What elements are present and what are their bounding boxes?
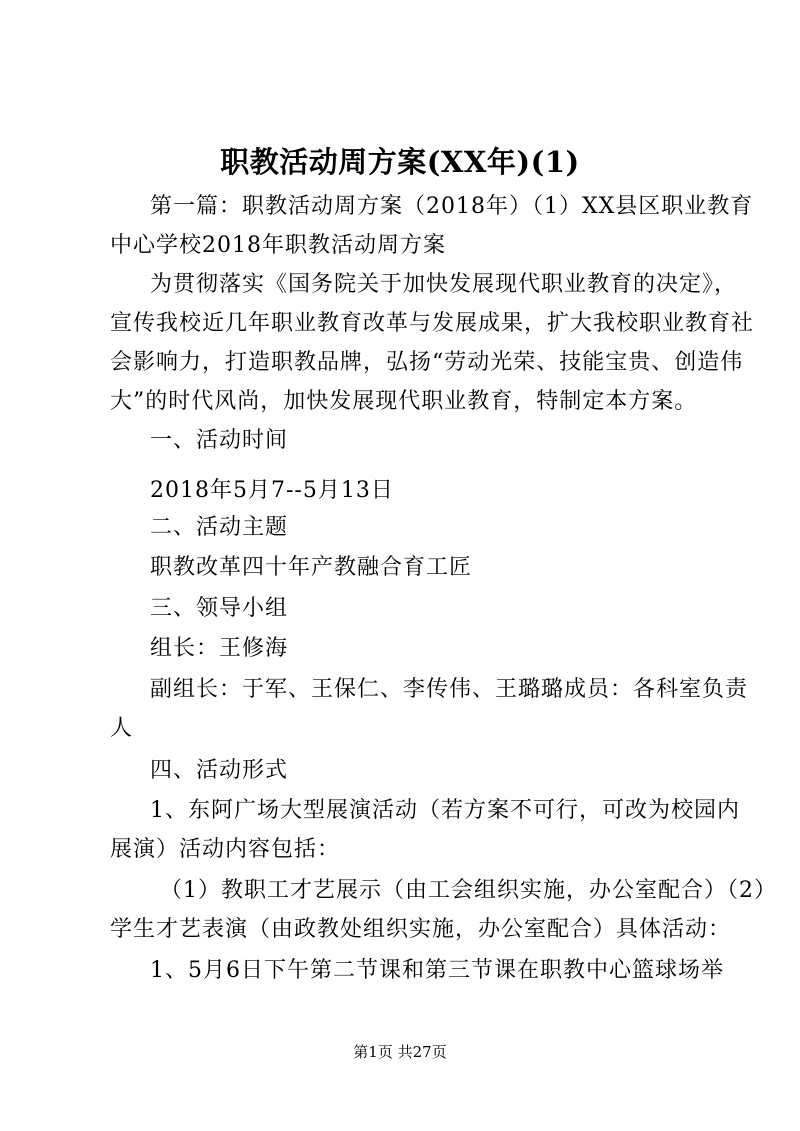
section-heading: 四、活动形式 [150, 758, 289, 783]
paragraph-line: 宣传我校近几年职业教育改革与发展成果，扩大我校职业教育社 [110, 311, 755, 336]
paragraph-line: 大”的时代风尚，加快发展现代职业教育，特制定本方案。 [110, 389, 698, 414]
paragraph-line: 会影响力，打造职教品牌，弘扬“劳动光荣、技能宝贵、创造伟 [110, 350, 744, 375]
paragraph-line: 1、5月6日下午第二节课和第三节课在职教中心篮球场举 [150, 958, 724, 983]
paragraph-line: 展演）活动内容包括： [110, 837, 341, 862]
section-heading: 一、活动时间 [150, 428, 289, 453]
paragraph-line: 组长：王修海 [150, 636, 289, 661]
paragraph-line: 职教改革四十年产教融合育工匠 [150, 555, 473, 580]
paragraph-line: 1、东阿广场大型展演活动（若方案不可行，可改为校园内 [150, 798, 740, 823]
page-number-footer: 第1页 共27页 [353, 1043, 447, 1061]
paragraph-line: 第一篇：职教活动周方案（2018年）（1）XX县区职业教育 [150, 194, 754, 219]
paragraph-line: 副组长：于军、王保仁、李传伟、王璐璐成员：各科室负责 [150, 677, 749, 702]
paragraph-line: 2018年5月7--5月13日 [150, 478, 394, 503]
paragraph-line: 学生才艺表演（由政教处组织实施，办公室配合）具体活动： [110, 917, 732, 942]
paragraph-line: 人 [110, 716, 134, 741]
document-title: 职教活动周方案(XX年)(1) [220, 145, 580, 179]
paragraph-line: 中心学校2018年职教活动周方案 [110, 233, 446, 258]
paragraph-line: （1）教职工才艺展示（由工会组织实施，办公室配合）（2） [160, 878, 777, 903]
section-heading: 二、活动主题 [150, 515, 289, 540]
section-heading: 三、领导小组 [150, 596, 289, 621]
paragraph-line: 为贯彻落实《国务院关于加快发展现代职业教育的决定》， [150, 272, 738, 297]
